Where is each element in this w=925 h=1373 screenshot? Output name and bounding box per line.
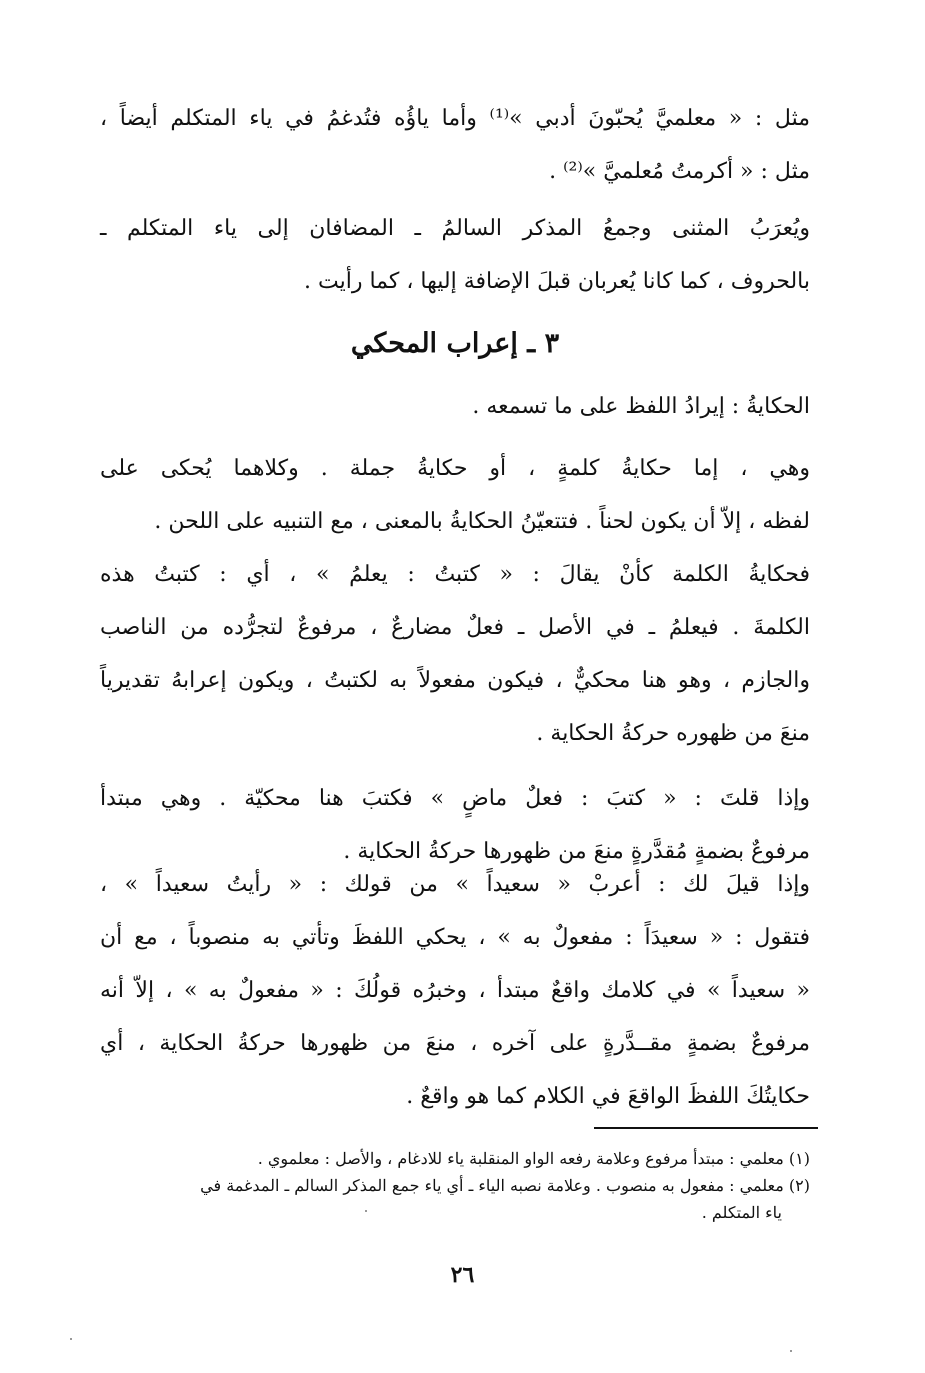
scan-speck xyxy=(70,1338,72,1340)
text-line: حكايتُكَ اللفظَ الواقعَ في الكلام كما هو واقعٌ . xyxy=(406,1084,810,1109)
text-line: والجازم ، وهو هنا محكيٌّ ، فيكون مفعولاً به لكتبتُ ، ويكون إعرابهُ تقديرياً xyxy=(100,668,810,693)
text-line: وإذا قلتَ : « كتبَ : فعلٌ ماضٍ » فكتبَ هنا محكيّة . وهي مبتدأ xyxy=(100,786,810,811)
footnotes xyxy=(100,1145,810,1226)
text-line: الحكايةُ : إيرادُ اللفظ على ما تسمعه . xyxy=(472,394,810,419)
paragraph-example-saeed xyxy=(100,858,810,1123)
text-line: مثل : « معلميَّ يُحبّونَ أدبي »⁽¹⁾ وأما ياؤُه فتُدغمُ في ياء المتكلم أيضاً ، xyxy=(100,106,810,131)
footnote-1: (١) معلمي : مبتدأ مرفوع وعلامة رفعه الواو المنقلبة ياء للادغام ، والأصل : معلموي . xyxy=(257,1149,810,1168)
text-line: مثل : « أكرمتُ مُعلميَّ »⁽²⁾ . xyxy=(549,159,810,184)
text-line: مرفوعٌ بضمةٍ مُقدَّرةٍ منعَ من ظهورها حركةُ الحكاية . xyxy=(343,839,810,864)
text-line: الكلمةَ . فيعلمُ ـ في الأصل ـ فعلٌ مضارعٌ ، مرفوعٌ لتجرُّده من الناصب xyxy=(100,615,810,640)
footnote-2: (٢) معلمي : مفعول به منصوب . وعلامة نصبه الياء ـ أي ياء جمع المذكر السالم ـ المدغمة في xyxy=(200,1176,810,1195)
footnote-separator xyxy=(594,1127,818,1129)
text-line: وإذا قيلَ لك : أعربْ « سعيداً » من قولك : « رأيتُ سعيداً » ، xyxy=(100,872,810,897)
page-number: ٢٦ xyxy=(450,1262,475,1288)
paragraph-dual-plural xyxy=(100,202,810,308)
section-heading: ٣ ـ إعراب المحكي xyxy=(350,328,560,359)
paragraph-types xyxy=(100,442,810,548)
text-line: لفظه ، إلاّ أن يكون لحناً . فتتعيّنُ الحكايةُ بالمعنى ، مع التنبيه على اللحن . xyxy=(154,509,810,534)
text-line: فحكايةُ الكلمة كأنْ يقالَ : « كتبتُ : يعلمُ » ، أي : كتبتُ هذه xyxy=(100,562,810,587)
paragraph-word-quotation xyxy=(100,548,810,760)
text-line: « سعيداً » في كلامك واقعٌ مبتدأ ، وخبرُه قولُكَ : « مفعولٌ به » ، إلاّ أنه xyxy=(100,978,810,1003)
scan-speck xyxy=(365,1210,367,1212)
text-line: فتقول : « سعيدَاً : مفعولٌ به » ، يحكي اللفظَ وتأتي به منصوباً ، مع أن xyxy=(100,925,810,950)
text-line: ويُعرَبُ المثنى وجمعُ المذكر السالمُ ـ المضافان إلى ياء المتكلم ـ xyxy=(100,216,810,241)
text-line: وهي ، إما حكايةُ كلمةٍ ، أو حكايةُ جملة . وكلاهما يُحكى على xyxy=(100,456,810,481)
text-line: منعَ من ظهوره حركةُ الحكاية . xyxy=(536,721,810,746)
footnote-2-continuation: ياء المتكلم . xyxy=(701,1203,782,1222)
text-line: مرفوعٌ بضمةٍ مقــدَّرةٍ على آخره ، منعَ من ظهورها حركةُ الحكاية ، أي xyxy=(100,1031,810,1056)
scan-speck xyxy=(790,1350,792,1352)
paragraph-examples xyxy=(100,92,810,198)
paragraph-definition xyxy=(100,380,810,433)
text-line: بالحروف ، كما كانا يُعربان قبلَ الإضافة إليها ، كما رأيت . xyxy=(304,269,810,294)
